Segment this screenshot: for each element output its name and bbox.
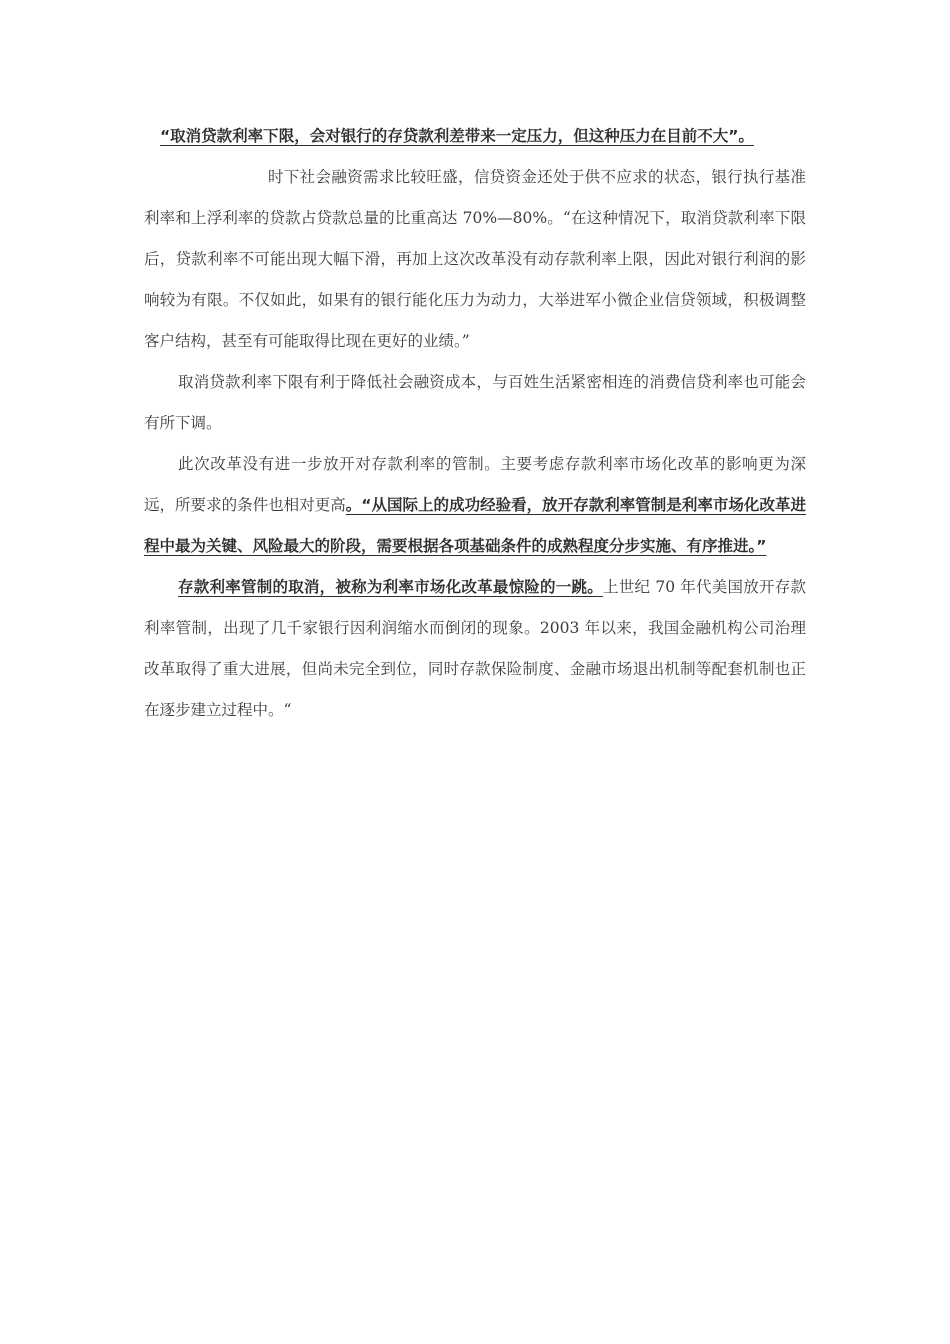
paragraph-4-text: 上世纪 70 年代美国放开存款利率管制，出现了几千家银行因利润缩水而倒闭的现象。2003 年以来，我国金融机构公司治理改革取得了重大进展，但尚未完全到位，同时存款保险制度、金融市场退出机制等配套机制也正在逐步建立过程中。“ (144, 578, 806, 719)
paragraph-1: 时下社会融资需求比较旺盛，信贷资金还处于供不应求的状态，银行执行基准利率和上浮利率的贷款占贷款总量的比重高达 70%—80%。“在这种情况下，取消贷款利率下限后，贷款利率不可能出现大幅下滑，再加上这次改革没有动存款利率上限，因此对银行利润的影响较为有限。不仅如此，如果有的银行能化压力为动力，大举进军小微企业信贷领域，积极调整客户结构，甚至有可能取得比现在更好的业绩。” (144, 168, 806, 350)
paragraph-3-quote: 。“从国际上的成功经验看，放开存款利率管制是利率市场化改革进程中最为关键、风险最大的阶段，需要根据各项基础条件的成熟程度分步实施、有序推进。” (144, 496, 806, 555)
paragraph-4 (144, 567, 806, 731)
paragraph-3 (144, 444, 806, 567)
heading-paragraph (144, 116, 806, 157)
document-body (144, 116, 806, 731)
paragraph-4-lead: 存款利率管制的取消，被称为利率市场化改革最惊险的一跳。 (178, 578, 604, 596)
paragraph-2: 取消贷款利率下限有利于降低社会融资成本，与百姓生活紧密相连的消费信贷利率也可能会有所下调。 (144, 373, 806, 432)
heading-quote: “取消贷款利率下限，会对银行的存贷款利差带来一定压力，但这种压力在目前不大”。 (160, 127, 754, 145)
paragraph-3-text: 此次改革没有进一步放开对存款利率的管制。主要考虑存款利率市场化改革的影响更为深远，所要求的条件也相对更高 (144, 455, 806, 514)
